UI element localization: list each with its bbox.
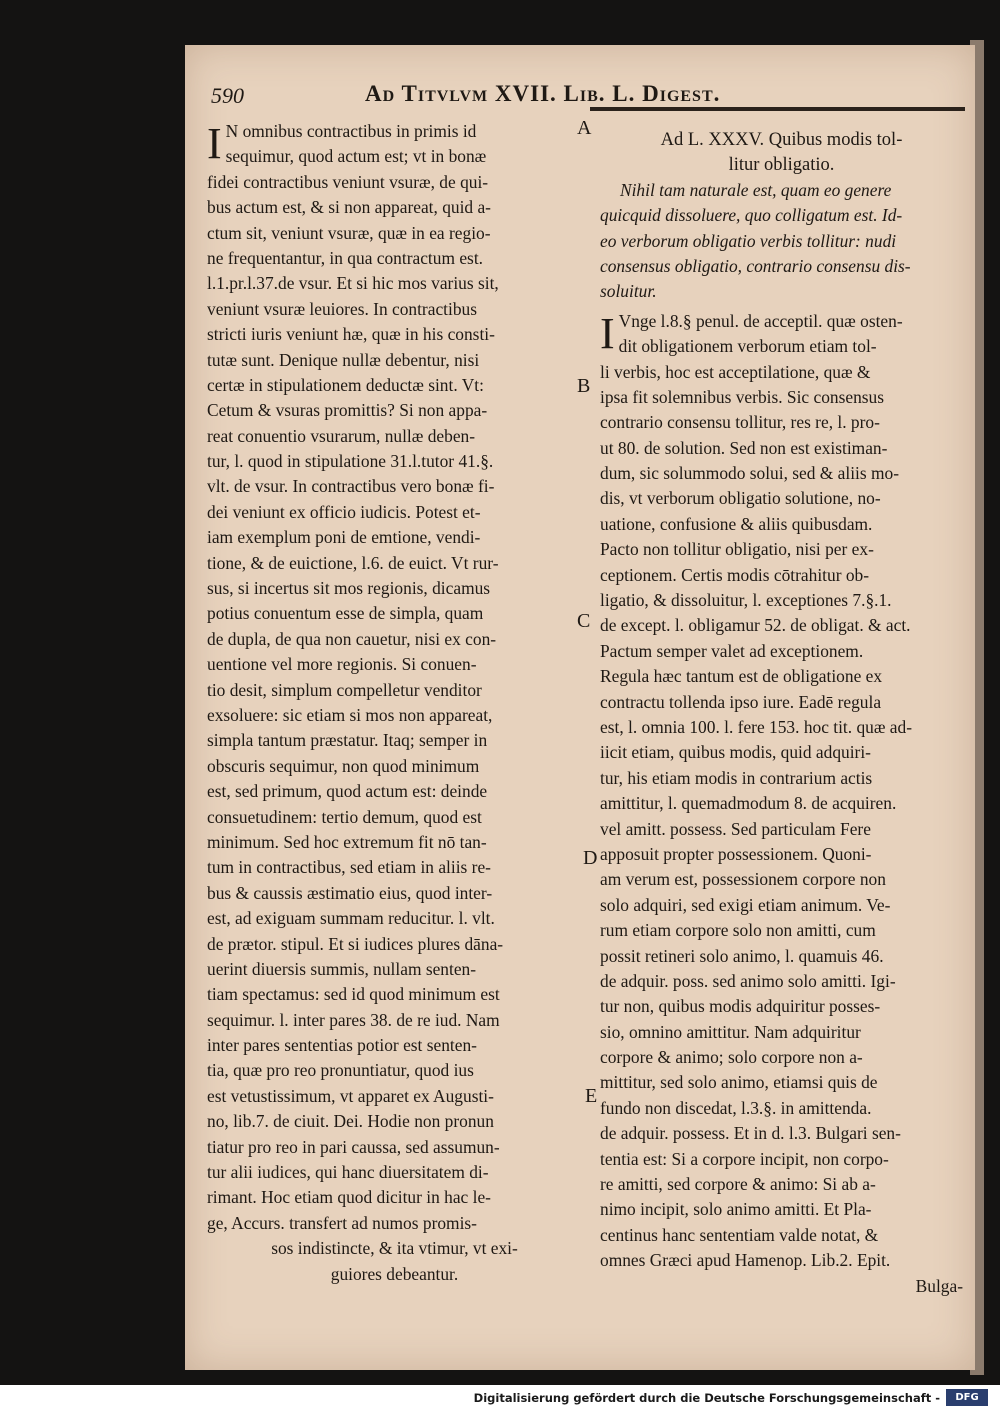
left-column — [207, 119, 582, 1287]
margin-letter-d: D — [583, 847, 598, 869]
text-line: est vetustissimum, vt apparet ex Augusti- — [207, 1085, 494, 1106]
text-line: nimo incipit, solo animo amitti. Et Pla- — [600, 1199, 872, 1220]
text-line: uerint diuersis summis, nullam senten- — [207, 958, 477, 979]
text-line: Cetum & vsuras promittis? Si non appa- — [207, 400, 488, 421]
text-line: bus actum est, & si non appareat, quid a- — [207, 197, 491, 218]
text-line: iicit etiam, quibus modis, quid adquiri- — [600, 742, 871, 763]
text-line: tentia est: Si a corpore incipit, non corpo- — [600, 1148, 889, 1169]
text-line: ne frequentantur, in qua contractum est. — [207, 247, 483, 268]
text-line: rimant. Hoc etiam quod dicitur in hac le- — [207, 1187, 491, 1208]
text-line: tur non, quibus modis adquiritur posses- — [600, 996, 881, 1017]
text-line: sio, omnino amittitur. Nam adquiritur — [600, 1021, 861, 1042]
text-line: tiatur pro reo in pari caussa, sed assumun- — [207, 1136, 500, 1157]
text-line: amittitur, l. quemadmodum 8. de acquiren. — [600, 793, 897, 814]
text-line: consuetudinem: tertio demum, quod est — [207, 806, 482, 827]
text-line: l.1.pr.l.37.de vsur. Et si hic mos varius sit, — [207, 273, 499, 294]
text-line: fidei contractibus veniunt vsuræ, de qui- — [207, 171, 489, 192]
text-line: est, sed primum, quod actum est: deinde — [207, 781, 488, 802]
text-line: fundo non discedat, l.3.§. in amittenda. — [600, 1097, 872, 1118]
text-line: sequimur. l. inter pares 38. de re iud. Nam — [207, 1009, 500, 1030]
text-line: est, ad exiguam summam reducitur. l. vlt. — [207, 908, 495, 929]
text-line: ut 80. de solution. Sed non est existiman- — [600, 437, 888, 458]
text-line: de except. l. obligamur 52. de obligat. & act. — [600, 615, 911, 636]
margin-letter-e: E — [585, 1085, 598, 1107]
text-line: sos indistincte, & ita vtimur, vt exi- — [271, 1238, 518, 1259]
text-line: minimum. Sed hoc extremum fit nō tan- — [207, 831, 487, 852]
text-line: Regula hæc tantum est de obligatione ex — [600, 666, 883, 687]
text-line: sus, si incertus sit mos regionis, dicamus — [207, 578, 491, 599]
book-page — [185, 45, 975, 1370]
text-line: re amitti, sed corpore & animo: Si ab a- — [600, 1174, 876, 1195]
text-line: ge, Accurs. transfert ad numos promis- — [207, 1212, 477, 1233]
text-line: ipsa fit solemnibus verbis. Sic consensus — [600, 386, 885, 407]
text-line: contrario consensu tollitur, res re, l. pro- — [600, 412, 880, 433]
summary-line: quicquid dissoluere, quo colligatum est. Id- — [600, 205, 903, 226]
text-line: bus & caussis æstimatio eius, quod inter- — [207, 882, 493, 903]
text-line: possit retineri solo animo, l. quamuis 46. — [600, 945, 884, 966]
margin-letter-c: C — [577, 610, 591, 632]
text-line: certæ in stipulationem deductæ sint. Vt: — [207, 374, 484, 395]
text-line: de adquir. possess. Et in d. l.3. Bulgari sen- — [600, 1123, 901, 1144]
text-line-body: Vnge l.8.§ penul. de acceptil. quæ osten- — [618, 310, 903, 331]
text-line: de prætor. stipul. Et si iudices plures dāna- — [207, 933, 504, 954]
text-line: tum in contractibus, sed etiam in aliis re- — [207, 857, 491, 878]
text-line: ctum sit, veniunt vsuræ, quæ in ea regio- — [207, 222, 491, 243]
text-line: li verbis, hoc est acceptilatione, quæ & — [600, 361, 871, 382]
margin-letter-a: A — [577, 117, 592, 139]
text-line: tur, his etiam modis in contrarium actis — [600, 767, 873, 788]
text-line: inter pares sententias potior est senten- — [207, 1035, 477, 1056]
text-line-body: N omnibus contractibus in primis id — [225, 121, 477, 141]
text-line: tia, quæ pro reo pronuntiatur, quod ius — [207, 1060, 474, 1081]
text-line: guiores debeantur. — [330, 1263, 459, 1284]
text-line: dei veniunt ex officio iudicis. Potest et- — [207, 501, 481, 522]
section-heading: litur obligatio. — [728, 155, 835, 176]
text-line: obscuris sequimur, non quod minimum — [207, 755, 480, 776]
text-line: uentione vel more regionis. Si conuen- — [207, 654, 477, 675]
right-column — [600, 127, 963, 1299]
text-line: uatione, confusione & aliis quibusdam. — [600, 513, 873, 534]
text-line: am verum est, possessionem corpore non — [600, 869, 886, 890]
text-line: stricti iuris veniunt hæ, quæ in his consti- — [207, 324, 495, 345]
text-line: dit obligationem verborum etiam tol- — [618, 336, 877, 357]
text-line: Pactum semper valet ad exceptionem. — [600, 640, 864, 661]
summary-line: eo verborum obligatio verbis tollitur: nudi — [600, 230, 897, 251]
text-line: ligatio, & dissoluitur, l. exceptiones 7.§.1. — [600, 590, 892, 611]
text-line: sequimur, quod actum est; vt in bonæ — [225, 146, 487, 167]
footer-bar — [0, 1385, 1000, 1412]
text-line: apposuit propter possessionem. Quoni- — [600, 843, 872, 864]
text-line: dum, sic solummodo solui, sed & aliis mo- — [600, 463, 900, 484]
summary-line: soluitur. — [600, 281, 657, 302]
text-line: tur alii iudices, qui hanc diuersitatem di- — [207, 1162, 489, 1183]
text-line: ceptionem. Certis modis cōtrahitur ob- — [600, 564, 870, 585]
text-line: mittitur, sed solo animo, etiamsi quis de — [600, 1072, 878, 1093]
text-line: contractu tollenda ipso iure. Eadē regula — [600, 691, 882, 712]
text-line: centinus hanc sententiam valde notat, & — [600, 1224, 879, 1245]
text-line: Pacto non tollitur obligatio, nisi per ex- — [600, 539, 874, 560]
text-line: vlt. de vsur. In contractibus vero bonæ fi- — [207, 476, 495, 497]
section-heading: Ad L. XXXV. Quibus modis tol- — [660, 130, 903, 150]
text-line: tutæ sunt. Denique nullæ debentur, nisi — [207, 349, 480, 370]
text-line: reat conuentio vsurarum, nullæ deben- — [207, 425, 476, 446]
dfg-logo: DFG — [946, 1389, 988, 1406]
funding-notice: Digitalisierung gefördert durch die Deutsche Forschungsgemeinschaft - — [473, 1391, 940, 1405]
text-line: de dupla, de qua non cauetur, nisi ex con- — [207, 628, 497, 649]
text-line: de adquir. poss. sed animo solo amitti. Igi- — [600, 970, 896, 991]
margin-letter-b: B — [577, 375, 591, 397]
header-rule — [590, 107, 965, 111]
text-line: tione, & de euictione, l.6. de euict. Vt rur- — [207, 552, 499, 573]
drop-cap: I — [207, 119, 222, 168]
text-line: tiam spectamus: sed id quod minimum est — [207, 984, 500, 1005]
page-number: 590 — [211, 83, 244, 108]
text-line: iam exemplum poni de emtione, vendi- — [207, 527, 481, 548]
summary-line: consensus obligatio, contrario consensu dis- — [600, 255, 911, 276]
text-line: tur, l. quod in stipulatione 31.l.tutor 41.§. — [207, 451, 494, 472]
text-line: simpla tantum præstatur. Itaq; semper in — [207, 730, 488, 751]
text-line: vel amitt. possess. Sed particulam Fere — [600, 818, 871, 839]
drop-cap: I — [600, 308, 615, 358]
text-line: exsoluere: sic etiam si mos non appareat, — [207, 704, 493, 725]
text-line: omnes Græci apud Hamenop. Lib.2. Epit. — [600, 1250, 891, 1271]
text-line: no, lib.7. de ciuit. Dei. Hodie non pronun — [207, 1111, 494, 1132]
text-line: corpore & animo; solo corpore non a- — [600, 1047, 863, 1068]
text-line: potius conuentum esse de simpla, quam — [207, 603, 484, 624]
text-line: solo adquiri, sed exigi etiam animum. Ve- — [600, 894, 891, 915]
text-line: tio desit, simplum compelletur venditor — [207, 679, 482, 700]
text-line: est, l. omnia 100. l. fere 153. hoc tit. quæ ad- — [600, 716, 913, 737]
text-line: rum etiam corpore solo non amitti, cum — [600, 920, 876, 941]
text-line: dis, vt verborum obligatio solutione, no- — [600, 488, 881, 509]
text-line: veniunt vsuræ leuiores. In contractibus — [207, 298, 477, 319]
running-title: Ad Titvlvm XVII. Lib. L. Digest. — [365, 81, 721, 106]
text-line: Bulga- — [915, 1275, 963, 1296]
summary-line: Nihil tam naturale est, quam eo genere — [620, 179, 892, 200]
